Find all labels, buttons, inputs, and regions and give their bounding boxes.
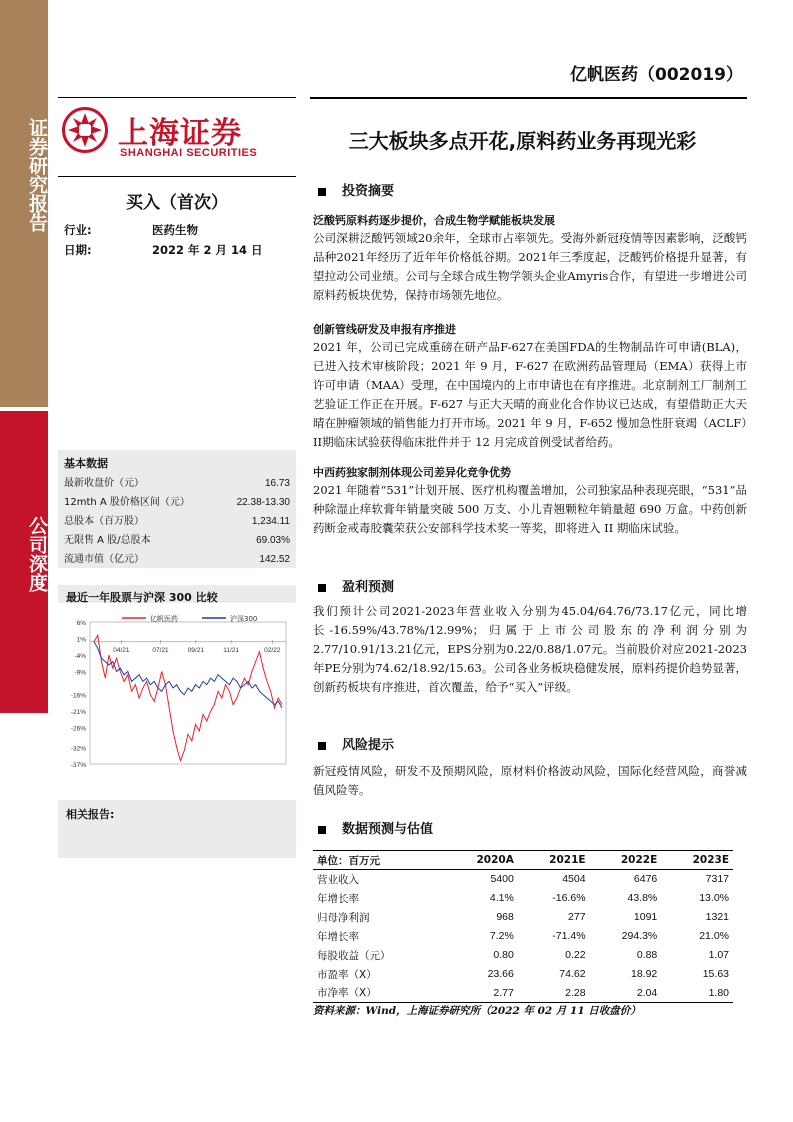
summary-para-1: 公司深耕泛酸钙领域20余年，全球市占率领先。受海外新冠疫情等因素影响，泛酸钙品种2021年经历了近年年价格低谷期。2021年三季度起，泛酸钙价格提升显著，有望拉动公司业绩。公司与全球合成生物学领头企业Amyris合作，有望进一步增进公司原料药板块优势，保持市场领先地位。 <box>313 231 747 302</box>
basic-data-value: 142.52 <box>259 554 290 565</box>
chart-x-tick-label: 07/21 <box>152 646 169 654</box>
table-cell: 2.04 <box>590 984 662 1003</box>
sidebar-label-research-report: 证券研究报告 <box>26 118 48 232</box>
table-cell: 43.8% <box>627 892 658 904</box>
basic-data-key: 无限售 A 股/总股本 <box>64 535 151 546</box>
table-row <box>313 908 733 927</box>
table-cell: 4504 <box>562 873 586 886</box>
chart-x-tick-label: 09/21 <box>187 646 204 654</box>
table-header-cell: 2022E <box>590 851 662 870</box>
chart-x-tick-label: 02/22 <box>264 646 281 654</box>
basic-data-value: 22.38-13.30 <box>236 497 290 508</box>
chart-y-tick-label: -26% <box>70 725 86 733</box>
table-row <box>313 870 733 889</box>
table-row <box>313 889 733 908</box>
industry-label: 行业: <box>64 223 92 237</box>
basic-data-value: 69.03% <box>256 535 290 546</box>
table-cell: 年增长率 <box>317 930 359 943</box>
chart-y-tick-label: 6% <box>76 620 86 627</box>
forecast-heading <box>318 576 394 595</box>
table-cell: 13.0% <box>699 892 729 904</box>
chart-title: 最近一年股票与沪深 300 比较 <box>66 591 218 604</box>
basic-data-key: 总股本（百万股） <box>64 516 144 527</box>
company-ticker-header: 亿帆医药（002019） <box>570 65 743 85</box>
chart-x-tick-label: 04/21 <box>113 646 130 654</box>
table-cell: 1.80 <box>661 984 733 1003</box>
table-cell: -71.4% <box>552 930 586 942</box>
basic-data-row <box>64 531 290 550</box>
table-cell: 市净率（X） <box>313 984 445 1003</box>
table-cell: 15.63 <box>702 968 729 980</box>
heading-square-icon <box>318 826 326 834</box>
logo-bottom-rule <box>58 176 296 177</box>
heading-square-icon <box>318 188 326 196</box>
table-cell: 277 <box>568 911 586 923</box>
table-cell: 1321 <box>705 911 729 923</box>
table-body <box>313 870 733 1003</box>
table-cell: 1.07 <box>708 949 729 961</box>
table-cell: 4.1% <box>489 892 514 904</box>
summary-sub-3: 中西药独家制剂体现公司差异化竞争优势 <box>313 466 511 479</box>
chart-y-tick-label: -32% <box>70 745 86 753</box>
table-header-cell: 2020A <box>445 851 518 870</box>
table-cell: 2.77 <box>445 984 518 1003</box>
basic-data-value: 1,234.11 <box>251 516 290 527</box>
chart-y-tick-label: -4% <box>74 653 86 661</box>
chart-legend-label: 沪深300 <box>230 615 258 623</box>
basic-data-row <box>64 550 290 569</box>
summary-para-3: 2021 年随着“531”计划开展、医疗机构覆盖增加，公司独家品种表现亮眼，“531”品种除湿止痒软膏年销量突破 500 万支、小儿青翘颗粒年销量超 690 万盒。中药创新药断金戒毒胶囊荣获公安部科学技术奖一等奖，即将进入 II 期临床试验。 <box>313 483 747 535</box>
table-row <box>313 946 733 965</box>
chart-x-tick-label: 11/21 <box>223 646 240 654</box>
table-row <box>313 927 733 946</box>
table-cell: 年增长率 <box>317 892 359 905</box>
table-cell: 7317 <box>705 873 729 886</box>
table-cell: 18.92 <box>630 968 658 980</box>
basic-data-key: 12mth A 股价格区间（元） <box>64 497 190 508</box>
chart-y-tick-label: -16% <box>70 692 86 700</box>
table-cell: 营业收入 <box>317 873 359 886</box>
header-rule-right <box>310 97 747 99</box>
chart-y-tick-label: 1% <box>76 636 86 644</box>
sidebar-label-company-depth: 公司深度 <box>26 516 48 592</box>
basic-data-row <box>64 512 290 531</box>
related-reports-label: 相关报告: <box>66 808 115 821</box>
table-cell: 每股收益（元） <box>317 949 391 962</box>
valuation-heading <box>318 818 433 837</box>
table-header-row <box>313 851 733 870</box>
date-value: 2022 年 2 月 14 日 <box>152 243 263 257</box>
table-cell: 归母净利润 <box>317 911 370 924</box>
forecast-para: 我们预计公司2021-2023年营业收入分别为45.04/64.76/73.17亿元，同比增长-16.59%/43.78%/12.99%；归属于上市公司股东的净利润分别为2.77/10.91/13.21亿元，EPS分别为0.22/0.88/1.07元。当前股价对应2021-2023年PE分别为74.62/18.92/15.63。公司各业务板块稳健发展，原料药提价趋势显著，创新药板块有序推进，首次覆盖，给予“买入”评级。 <box>313 604 747 694</box>
date-row <box>64 242 263 258</box>
table-cell: 294.3% <box>621 930 658 942</box>
chart-y-tick-label: -9% <box>74 669 86 677</box>
heading-square-icon <box>318 742 326 750</box>
industry-row <box>64 222 198 238</box>
table-cell: 7.2% <box>489 930 514 942</box>
table-header-cell: 单位：百万元 <box>313 851 445 870</box>
table-cell: 0.80 <box>493 949 514 961</box>
rating-label: 买入（首次） <box>126 193 228 213</box>
table-cell: 968 <box>496 911 514 923</box>
table-cell: 6476 <box>633 873 658 886</box>
table-cell: 74.62 <box>559 968 586 980</box>
risk-heading-text: 风险提示 <box>342 738 395 753</box>
summary-heading-text: 投资摘要 <box>342 184 395 199</box>
basic-data-title: 基本数据 <box>64 457 108 470</box>
table-cell: 21.0% <box>699 930 729 942</box>
header-rule-left <box>58 97 296 98</box>
summary-heading <box>318 180 394 199</box>
table-cell: 23.66 <box>487 968 514 980</box>
table-cell: 市盈率（X） <box>317 968 377 981</box>
table-header-cell: 2023E <box>661 851 733 870</box>
basic-data-row <box>64 493 290 512</box>
table-header-cell: 2021E <box>518 851 590 870</box>
table-cell: 0.22 <box>565 949 586 961</box>
logo-text-en: SHANGHAI SECURITIES <box>120 147 258 159</box>
chart-y-tick-label: -37% <box>70 762 86 769</box>
table-cell: 5400 <box>490 873 514 886</box>
table-cell: 1091 <box>633 911 658 923</box>
table-source-note: 资料来源：Wind，上海证券研究所（2022 年 02 月 11 日收盘价） <box>313 1005 641 1017</box>
summary-sub-1: 泛酸钙原料药逐步提价，合成生物学赋能板块发展 <box>313 214 555 227</box>
table-cell: -16.6% <box>552 892 586 904</box>
risk-heading <box>318 734 394 753</box>
shanghai-securities-logo-icon <box>62 107 108 153</box>
chart-plot-frame <box>90 622 286 764</box>
basic-data-value: 16.73 <box>264 478 290 489</box>
forecast-heading-text: 盈利预测 <box>342 580 395 595</box>
price-chart <box>58 606 296 791</box>
table-cell: 0.88 <box>636 949 658 961</box>
date-label: 日期: <box>64 243 92 257</box>
report-title: 三大板块多点开花,原料药业务再现光彩 <box>348 129 697 153</box>
table-row <box>313 965 733 984</box>
summary-sub-2: 创新管线研发及申报有序推进 <box>313 323 456 336</box>
basic-data-row <box>64 474 290 493</box>
chart-legend-label: 亿帆医药 <box>150 615 178 623</box>
summary-para-2: 2021 年，公司已完成重磅在研产品F-627在美国FDA的生物制品许可申请(BLA)，已进入技术审核阶段；2021 年 9 月，F-627 在欧洲药品管理局（EMA）获得上市许可申请（MAA）受理，在中国境内的上市申请也在有序推进。北京制剂工厂制剂工艺验证工作正在开展。F-627 与正大天晴的商业化合作协议已达成，有望借助正大天晴在肿瘤领域的销售能力打开市场。2021 年 9 月，F-652 慢加急性肝衰竭（ACLF）II期临床试验获得临床批件并于 12 月完成首例受试者给药。 <box>313 340 747 449</box>
basic-data-key: 流通市值（亿元） <box>64 554 144 565</box>
logo-text-cn: 上海证券 <box>118 116 242 151</box>
basic-data-key: 最新收盘价（元） <box>64 478 144 489</box>
risk-para: 新冠疫情风险，研发不及预期风险，原材料价格波动风险，国际化经营风险，商誉减值风险等。 <box>313 764 747 797</box>
chart-y-tick-label: -21% <box>70 709 86 717</box>
industry-value: 医药生物 <box>152 223 198 237</box>
chart-series-line-0 <box>94 635 282 761</box>
price-chart-svg <box>58 606 296 791</box>
heading-square-icon <box>318 584 326 592</box>
table-cell: 2.28 <box>518 984 590 1003</box>
valuation-table <box>313 850 733 1003</box>
valuation-heading-text: 数据预测与估值 <box>342 822 434 837</box>
table-row <box>313 984 733 1003</box>
